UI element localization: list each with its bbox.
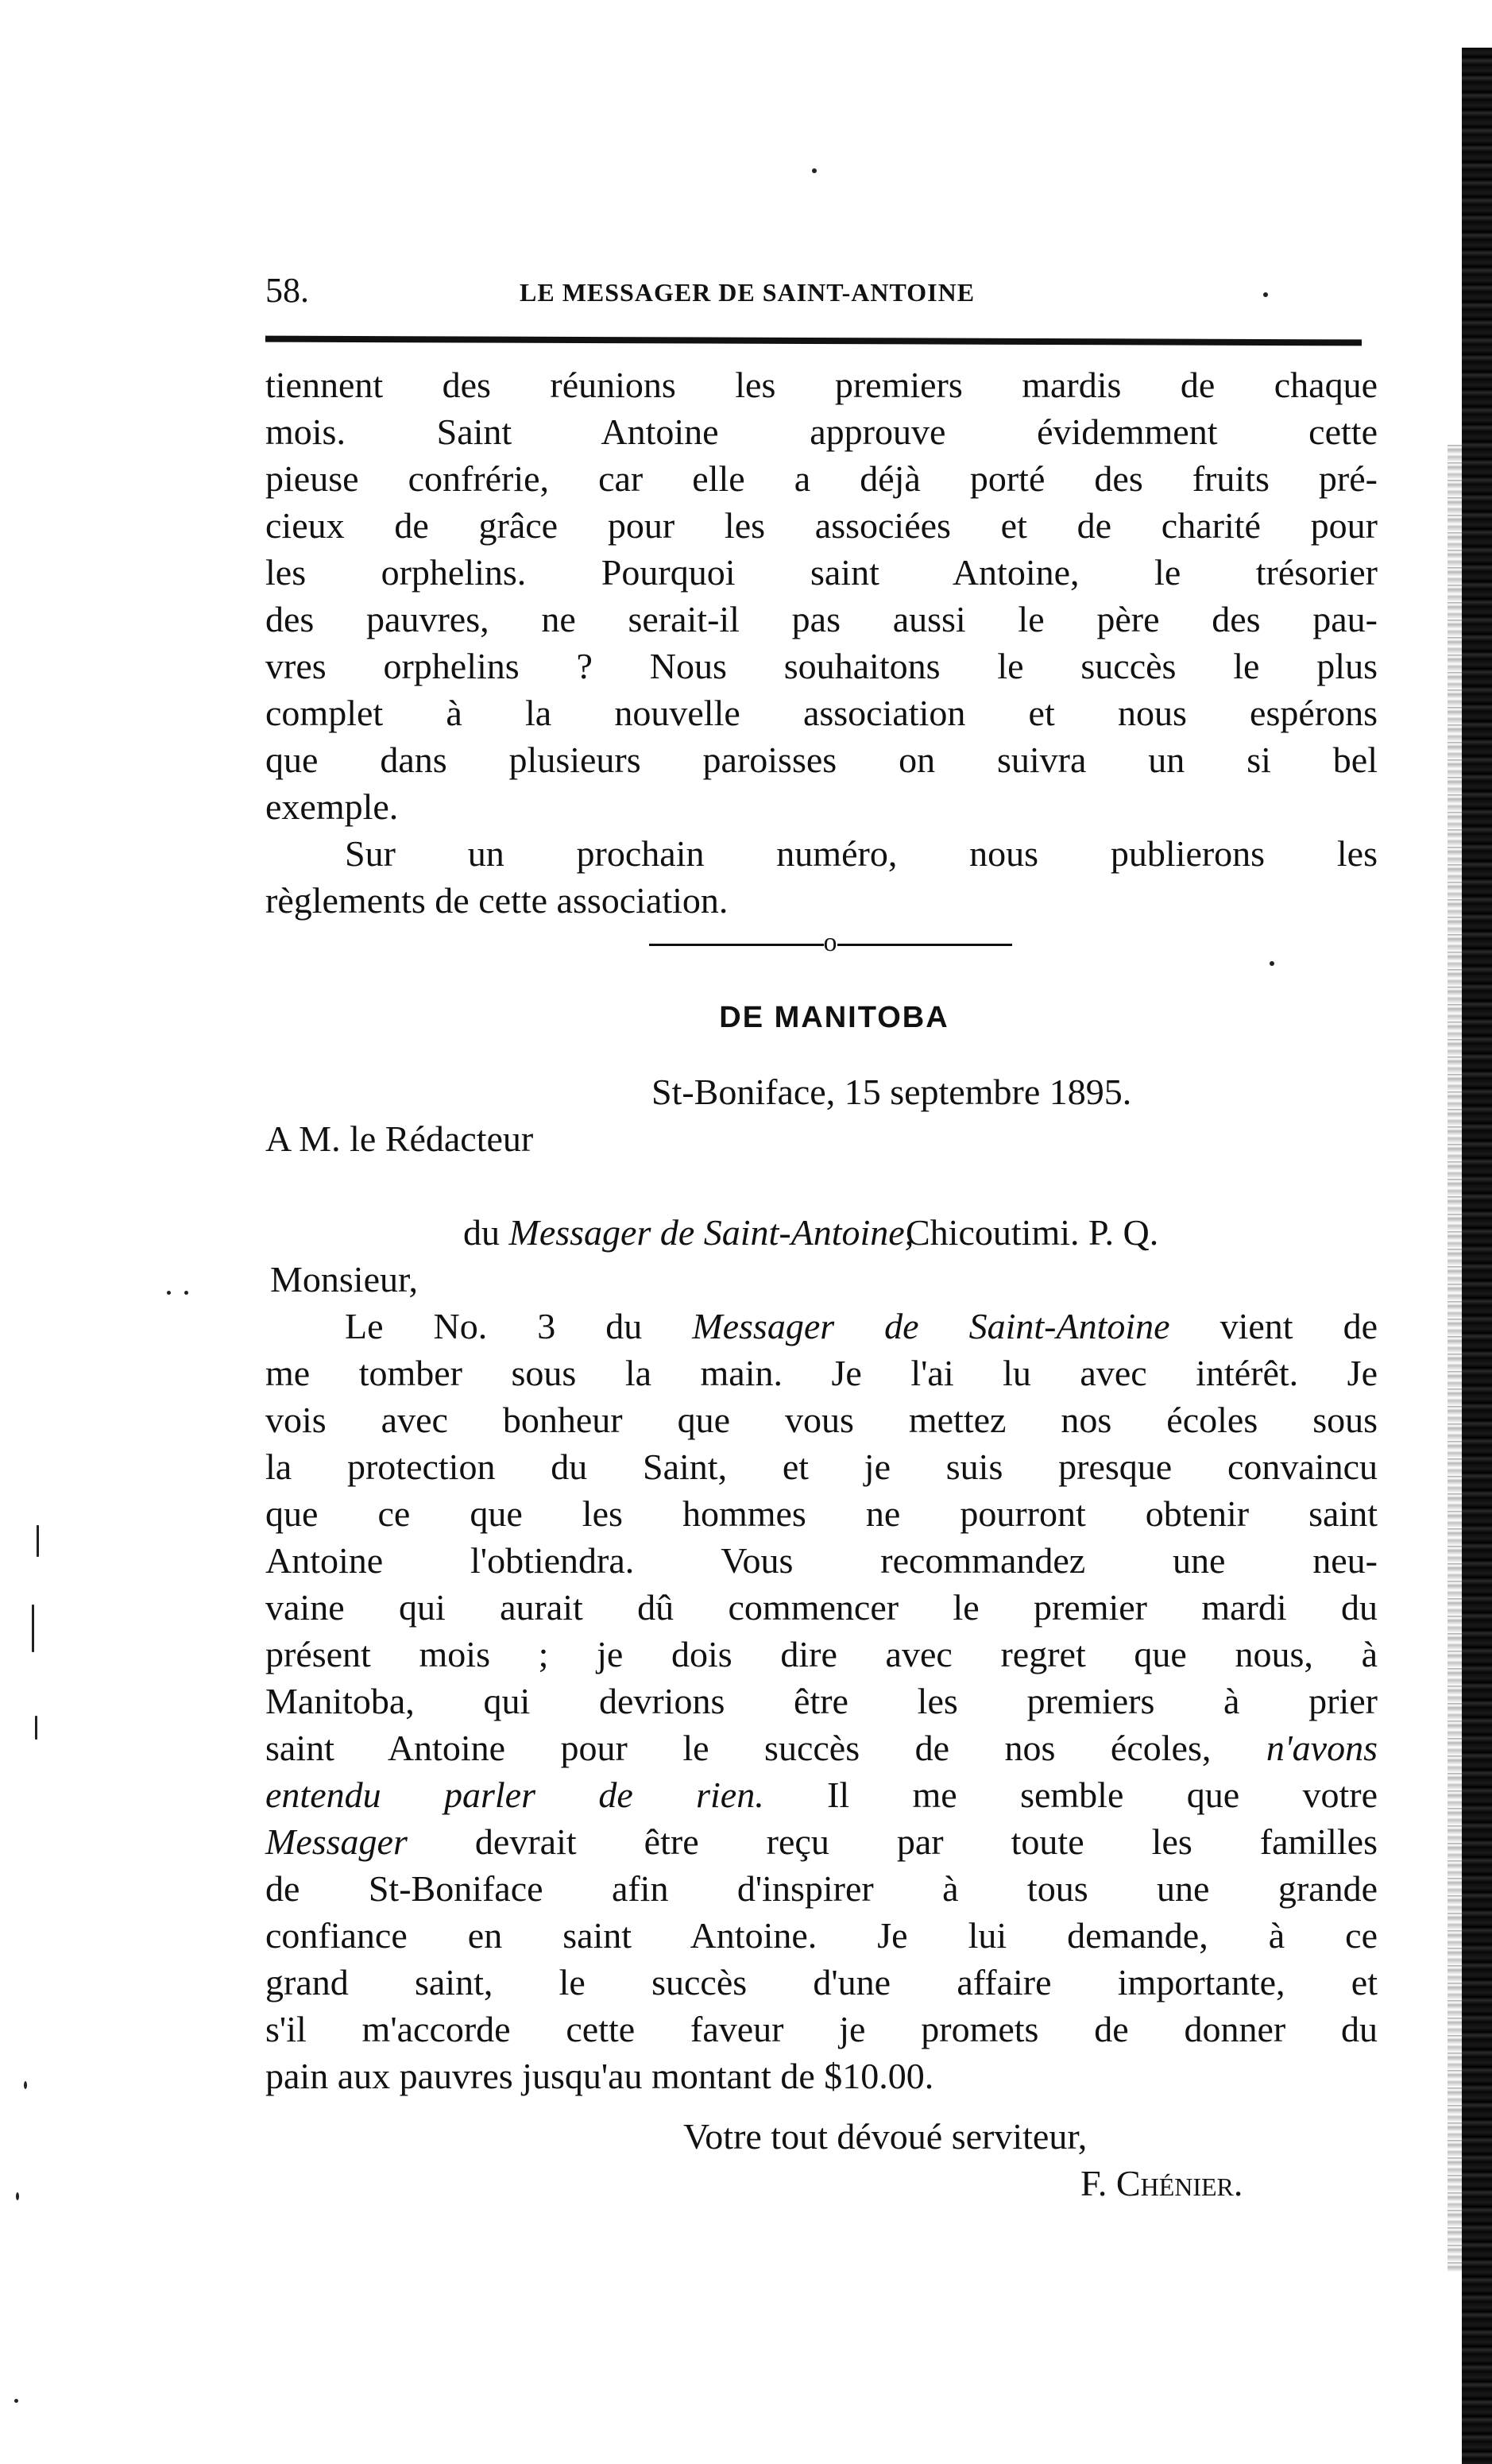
divider-bar	[837, 944, 1012, 946]
scan-edge-shadow	[1462, 48, 1492, 2464]
text-line: que ce que les hommes ne pourront obtenir saint	[265, 1493, 1378, 1534]
place-date: St-Boniface, 15 septembre 1895.	[651, 1072, 1132, 1112]
text-line: grand saint, le succès d'une affaire importante, et	[265, 1962, 1378, 2002]
text-span: Il me semble que votre	[827, 1775, 1378, 1815]
text-line	[265, 1771, 1378, 1818]
journal-title: Messager de Saint-Antoine,	[508, 1212, 914, 1253]
closing: Votre tout dévoué serviteur,	[683, 2116, 1088, 2157]
text-line: cieux de grâce pour les associées et de charité pour	[265, 505, 1378, 546]
text-line	[265, 1724, 1378, 1771]
text-line: de St-Boniface afin d'inspirer à tous une grande	[265, 1868, 1378, 1909]
text-line: vois avec bonheur que vous mettez nos écoles sous	[265, 1400, 1378, 1440]
ink-speck	[37, 1525, 39, 1557]
text-line: présent mois ; je dois dire avec regret que nous, à	[265, 1634, 1378, 1674]
scan-edge-texture	[1448, 445, 1462, 2272]
text-span: devrait être reçu par toute les familles	[474, 1821, 1378, 1862]
text-line: mois. Saint Antoine approuve évidemment cette	[265, 411, 1378, 452]
journal-title: Messager	[265, 1821, 408, 1862]
page-header	[265, 270, 1378, 318]
divider-bar	[649, 944, 824, 946]
text-line: tiennent des réunions les premiers mardis de chaque	[265, 365, 1378, 405]
text-span: Le No. 3 du	[345, 1306, 693, 1346]
text-span: vient de	[1219, 1306, 1378, 1346]
italic-span: n'avons	[1266, 1728, 1378, 1768]
text-span: saint Antoine pour le succès de nos écoles,	[265, 1728, 1266, 1768]
text-line	[265, 1303, 1378, 1350]
address-line: A M. le Rédacteur	[265, 1118, 534, 1159]
text-line: s'il m'accorde cette faveur je promets de donner du	[265, 2009, 1378, 2049]
ink-speck	[14, 2399, 18, 2403]
text-line: vres orphelins ? Nous souhaitons le succès le plus	[265, 646, 1378, 686]
ink-speck	[812, 168, 817, 173]
text-line: la protection du Saint, et je suis presque convaincu	[265, 1446, 1378, 1487]
ink-speck	[24, 2081, 27, 2089]
text-line: Manitoba, qui devrions être les premiers à prier	[265, 1681, 1378, 1721]
text-line: exemple.	[265, 786, 399, 827]
text-line: règlements de cette association.	[265, 880, 729, 921]
text-line: me tomber sous la main. Je l'ai lu avec intérêt. Je	[265, 1353, 1378, 1393]
ink-speck	[16, 2192, 19, 2200]
header-rule	[265, 336, 1362, 346]
text-line: complet à la nouvelle association et nous espérons	[265, 693, 1378, 733]
ink-speck	[167, 1291, 171, 1295]
text-line: pain aux pauvres jusqu'au montant de $10.00.	[265, 2056, 934, 2096]
italic-span: entendu parler de rien.	[265, 1775, 764, 1815]
text-line: confiance en saint Antoine. Je lui demande, à ce	[265, 1915, 1378, 1956]
continuation-paragraph	[265, 361, 1378, 924]
ink-speck	[184, 1291, 188, 1295]
text-line: pieuse confrérie, car elle a déjà porté des fruits pré-	[265, 458, 1378, 499]
address-line	[445, 1162, 914, 1256]
address-text: du	[463, 1212, 509, 1253]
letter-body	[265, 1303, 1378, 2099]
divider-mark: o	[823, 928, 837, 957]
running-title: LE MESSAGER DE SAINT-ANTOINE	[520, 278, 976, 307]
text-line: que dans plusieurs paroisses on suivra un si bel	[265, 740, 1378, 780]
signature: F. Chénier.	[1080, 2163, 1243, 2203]
text-line	[265, 1818, 1378, 1865]
ink-speck	[1270, 961, 1274, 966]
page-number: 58.	[265, 271, 309, 310]
ink-speck	[35, 1716, 37, 1740]
journal-title: Messager de Saint-Antoine	[692, 1306, 1170, 1346]
address-line: Chicoutimi. P. Q.	[906, 1212, 1159, 1253]
text-line: Antoine l'obtiendra. Vous recommandez une neu-	[265, 1540, 1378, 1581]
section-divider	[620, 928, 1041, 960]
text-line: vaine qui aurait dû commencer le premier mardi du	[265, 1587, 1378, 1628]
text-line: Sur un prochain numéro, nous publierons les	[345, 833, 1378, 874]
text-line: les orphelins. Pourquoi saint Antoine, le trésorier	[265, 552, 1378, 593]
ink-speck	[32, 1605, 34, 1652]
salutation: Monsieur,	[270, 1259, 418, 1300]
text-line: des pauvres, ne serait-il pas aussi le père des pau-	[265, 599, 1378, 639]
section-heading: DE MANITOBA	[719, 1001, 949, 1034]
